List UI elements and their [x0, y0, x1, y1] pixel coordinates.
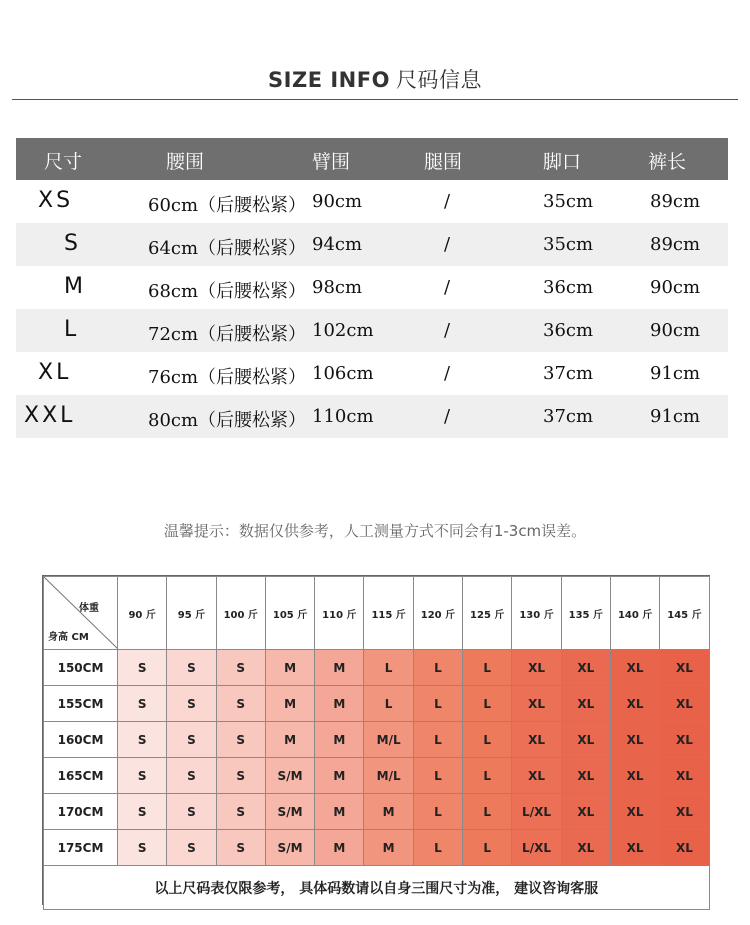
waist-cell: 68cm（后腰松紧） [148, 281, 307, 302]
size-cell: S/M [265, 758, 314, 794]
header-leg: 腿围 [424, 151, 463, 173]
arm-cell: 94cm [312, 234, 363, 255]
size-row [16, 223, 728, 266]
weight-header: 115 斤 [364, 577, 413, 650]
size-cell: L [413, 686, 462, 722]
size-row [16, 180, 728, 223]
size-cell: XL [561, 830, 610, 866]
size-recommendation-grid [42, 575, 710, 905]
size-cell: XXL [24, 403, 76, 428]
size-cell: L [463, 794, 512, 830]
size-cell: XL [512, 722, 561, 758]
waist-cell: 60cm（后腰松紧） [148, 195, 307, 216]
size-cell: XL [660, 830, 709, 866]
title-sub: 尺码信息 [395, 68, 482, 92]
size-cell: L/XL [512, 830, 561, 866]
size-cell: S/M [265, 794, 314, 830]
size-cell: L [364, 650, 413, 686]
size-cell: S [167, 686, 216, 722]
size-cell: S [216, 758, 265, 794]
corner-weight-label: 体重 [79, 603, 99, 614]
size-cell: L [64, 317, 80, 342]
size-cell: S [216, 650, 265, 686]
size-cell: XL [512, 758, 561, 794]
measurement-tip: 温馨提示：数据仅供参考，人工测量方式不同会有1-3cm误差。 [163, 522, 587, 540]
size-cell: M [315, 758, 364, 794]
size-cell: XL [660, 794, 709, 830]
height-label: 160CM [44, 722, 118, 758]
height-label: 150CM [44, 650, 118, 686]
size-cell: S [167, 722, 216, 758]
foot-cell: 36cm [543, 277, 594, 298]
size-cell: S/M [265, 830, 314, 866]
size-cell: L [413, 722, 462, 758]
size-cell: S [64, 231, 81, 256]
arm-cell: 98cm [312, 277, 363, 298]
size-cell: S [216, 686, 265, 722]
size-cell: M [265, 686, 314, 722]
waist-cell: 72cm（后腰松紧） [148, 324, 307, 345]
size-row [16, 309, 728, 352]
size-cell: XL [610, 686, 659, 722]
size-cell: XL [660, 722, 709, 758]
grid-header-row [44, 577, 710, 650]
size-row [16, 352, 728, 395]
size-cell: XL [660, 686, 709, 722]
size-cell: M [315, 686, 364, 722]
title-divider [12, 99, 738, 100]
foot-cell: 37cm [543, 363, 594, 384]
leg-cell: / [444, 320, 451, 341]
size-cell: XL [512, 650, 561, 686]
header-size: 尺寸 [44, 151, 83, 173]
grid-row [44, 830, 710, 866]
size-cell: XL [38, 360, 72, 385]
grid-row [44, 722, 710, 758]
height-label: 155CM [44, 686, 118, 722]
title-main: SIZE INFO [268, 68, 390, 92]
size-cell: M [265, 722, 314, 758]
length-cell: 89cm [650, 234, 701, 255]
size-cell: S [167, 758, 216, 794]
length-cell: 90cm [650, 277, 701, 298]
weight-header: 140 斤 [610, 577, 659, 650]
size-cell: XL [610, 794, 659, 830]
size-cell: XS [38, 188, 74, 213]
size-cell: XL [610, 830, 659, 866]
size-table-body [16, 180, 728, 438]
grid-corner [44, 577, 118, 650]
length-cell: 89cm [650, 191, 701, 212]
grid-footer-note: 以上尺码表仅限参考， 具体码数请以自身三围尺寸为准， 建议咨询客服 [44, 866, 710, 910]
size-cell: S [118, 686, 167, 722]
weight-header: 125 斤 [463, 577, 512, 650]
size-cell: S [216, 794, 265, 830]
leg-cell: / [444, 277, 451, 298]
height-label: 165CM [44, 758, 118, 794]
length-cell: 91cm [650, 406, 701, 427]
size-cell: XL [561, 758, 610, 794]
size-table [16, 138, 728, 438]
corner-height-label: 身高 CM [48, 632, 89, 643]
size-cell: XL [512, 686, 561, 722]
size-cell: M [315, 830, 364, 866]
header-arm: 臂围 [312, 151, 351, 173]
size-cell: S [167, 794, 216, 830]
title-section [0, 0, 750, 110]
size-cell: XL [561, 794, 610, 830]
size-cell: M [364, 794, 413, 830]
grid-row [44, 650, 710, 686]
size-cell: L [413, 650, 462, 686]
size-cell: M/L [364, 722, 413, 758]
size-cell: S [118, 650, 167, 686]
size-cell: M [315, 794, 364, 830]
grid-footer-row [44, 866, 710, 910]
header-foot: 脚口 [543, 151, 582, 173]
header-length: 裤长 [648, 151, 687, 173]
size-cell: XL [610, 758, 659, 794]
size-cell: XL [610, 722, 659, 758]
grid-row [44, 794, 710, 830]
size-cell: M [64, 274, 86, 299]
arm-cell: 110cm [312, 406, 374, 427]
size-cell: L [364, 686, 413, 722]
weight-header: 110 斤 [315, 577, 364, 650]
size-cell: S [216, 722, 265, 758]
weight-header: 95 斤 [167, 577, 216, 650]
length-cell: 90cm [650, 320, 701, 341]
leg-cell: / [444, 234, 451, 255]
size-cell: S [118, 794, 167, 830]
grid-row [44, 758, 710, 794]
size-row [16, 266, 728, 309]
size-cell: L [463, 830, 512, 866]
size-cell: S [167, 650, 216, 686]
size-row [16, 395, 728, 438]
foot-cell: 35cm [543, 234, 594, 255]
foot-cell: 37cm [543, 406, 594, 427]
size-cell: S [118, 830, 167, 866]
size-cell: S [216, 830, 265, 866]
size-cell: L [413, 830, 462, 866]
size-cell: L [463, 722, 512, 758]
size-cell: XL [610, 650, 659, 686]
weight-header: 90 斤 [118, 577, 167, 650]
arm-cell: 102cm [312, 320, 374, 341]
arm-cell: 90cm [312, 191, 363, 212]
weight-header: 120 斤 [413, 577, 462, 650]
weight-header: 130 斤 [512, 577, 561, 650]
size-cell: L [463, 650, 512, 686]
weight-header: 145 斤 [660, 577, 709, 650]
size-cell: L [413, 758, 462, 794]
height-label: 175CM [44, 830, 118, 866]
size-cell: M [315, 650, 364, 686]
waist-cell: 76cm（后腰松紧） [148, 367, 307, 388]
grid-row [44, 686, 710, 722]
size-cell: XL [660, 758, 709, 794]
size-cell: M [265, 650, 314, 686]
size-cell: XL [561, 722, 610, 758]
height-label: 170CM [44, 794, 118, 830]
leg-cell: / [444, 406, 451, 427]
weight-header: 135 斤 [561, 577, 610, 650]
foot-cell: 35cm [543, 191, 594, 212]
size-cell: XL [660, 650, 709, 686]
size-table-header [16, 138, 728, 180]
foot-cell: 36cm [543, 320, 594, 341]
size-cell: S [118, 722, 167, 758]
size-cell: S [167, 830, 216, 866]
size-cell: XL [561, 650, 610, 686]
size-cell: L [463, 758, 512, 794]
leg-cell: / [444, 363, 451, 384]
waist-cell: 80cm（后腰松紧） [148, 410, 307, 431]
weight-header: 105 斤 [265, 577, 314, 650]
waist-cell: 64cm（后腰松紧） [148, 238, 307, 259]
size-cell: M [315, 722, 364, 758]
size-cell: L [413, 794, 462, 830]
page-title [0, 64, 750, 94]
header-waist: 腰围 [166, 151, 205, 173]
arm-cell: 106cm [312, 363, 374, 384]
weight-header: 100 斤 [216, 577, 265, 650]
size-cell: M/L [364, 758, 413, 794]
size-cell: L/XL [512, 794, 561, 830]
size-cell: M [364, 830, 413, 866]
size-cell: L [463, 686, 512, 722]
size-cell: S [118, 758, 167, 794]
leg-cell: / [444, 191, 451, 212]
size-cell: XL [561, 686, 610, 722]
length-cell: 91cm [650, 363, 701, 384]
